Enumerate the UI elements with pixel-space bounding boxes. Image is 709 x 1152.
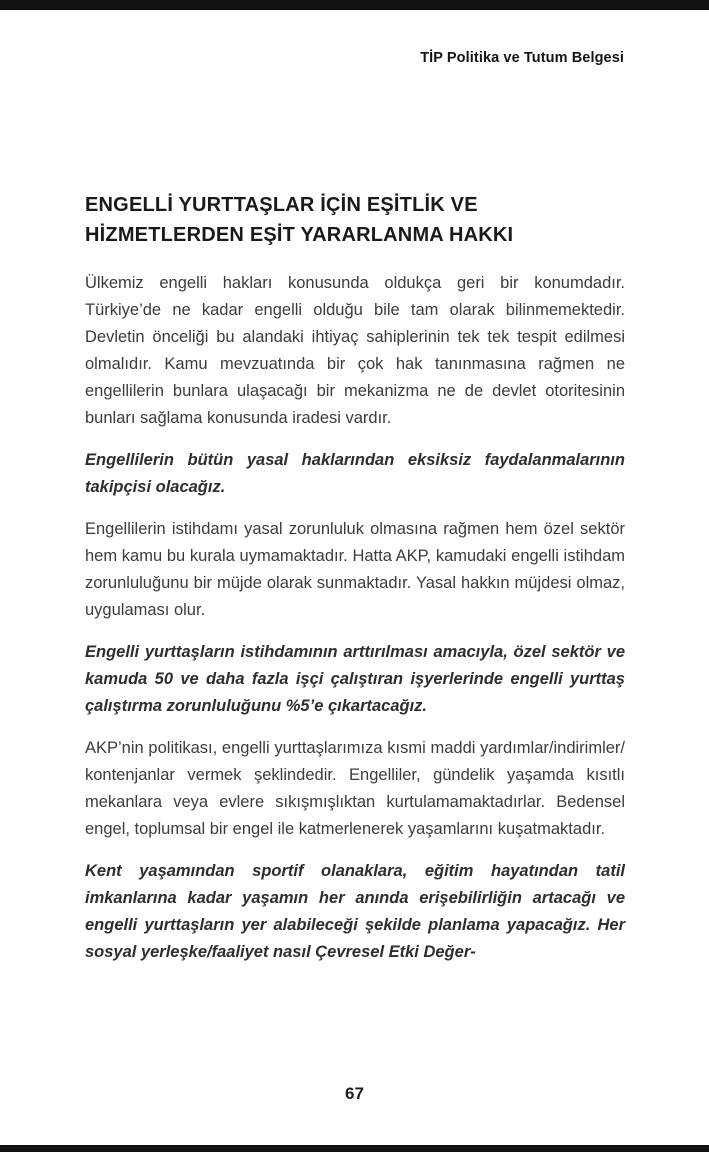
section-heading [85, 190, 625, 250]
page-number: 67 [345, 1084, 364, 1103]
section-heading-line1: ENGELLİ YURTTAŞLAR İÇİN EŞİTLİK VE [85, 194, 478, 216]
body-paragraph-emphasis: Engelli yurttaşların istihdamının arttırılması amacıyla, özel sektör ve kamuda 50 ve daha fazla işçi çalıştıran işyerlerinde engelli yurttaş çalıştırma zorunluluğunu %5’e çıkartacağız. [85, 643, 625, 715]
page-content [85, 190, 625, 981]
body-paragraph: Engellilerin istihdamı yasal zorunluluk olmasına rağmen hem özel sektör hem kamu bu kurala uymamaktadır. Hatta AKP, kamudaki engelli istihdam zorunluluğunu bir müjde olarak sunmaktadır. Yasal hakkın müjdesi olmaz, uygulaması olur. [85, 520, 625, 619]
body-paragraph-emphasis: Kent yaşamından sportif olanaklara, eğitim hayatından tatil imkanlarına kadar yaşamın her anında erişebilirliğin artacağı ve engelli yurttaşların yer alabileceği şekilde planlama yapacağız. Her sosyal yerleşke/faaliyet nasıl Çevresel Etki Değer- [85, 862, 625, 961]
body-paragraph-emphasis: Engellilerin bütün yasal haklarından eksiksiz faydalanmalarının takipçisi olacağız. [85, 451, 625, 496]
body-paragraph: Ülkemiz engelli hakları konusunda oldukça geri bir konumdadır. Türkiye’de ne kadar engelli olduğu bile tam olarak bilinmemektedir. Devletin önceliği bu alandaki ihtiyaç sahiplerinin tek tek tespit edilmesi olmalıdır. Kamu mevzuatında bir çok hak tanınmasına rağmen ne engellilerin bunlara ulaşacağı bir mekanizma ne de devlet otoritesinin bunları sağlama konusunda iradesi vardır. [85, 274, 625, 427]
section-heading-line2: HİZMETLERDEN EŞİT YARARLANMA HAKKI [85, 224, 514, 246]
running-header: TİP Politika ve Tutum Belgesi [420, 50, 624, 66]
page-edge-bottom [0, 1145, 709, 1152]
page-edge-top [0, 0, 709, 10]
body-paragraph: AKP’nin politikası, engelli yurttaşlarımıza kısmi maddi yardımlar/indirimler/ kontenjanlar vermek şeklindedir. Engelliler, gündelik yaşamda kısıtlı mekanlara veya evlere sıkışmışlıktan kurtulamamaktadırlar. Bedensel engel, toplumsal bir engel ile katmerlenerek yaşamlarını kuşatmaktadır. [85, 739, 625, 838]
